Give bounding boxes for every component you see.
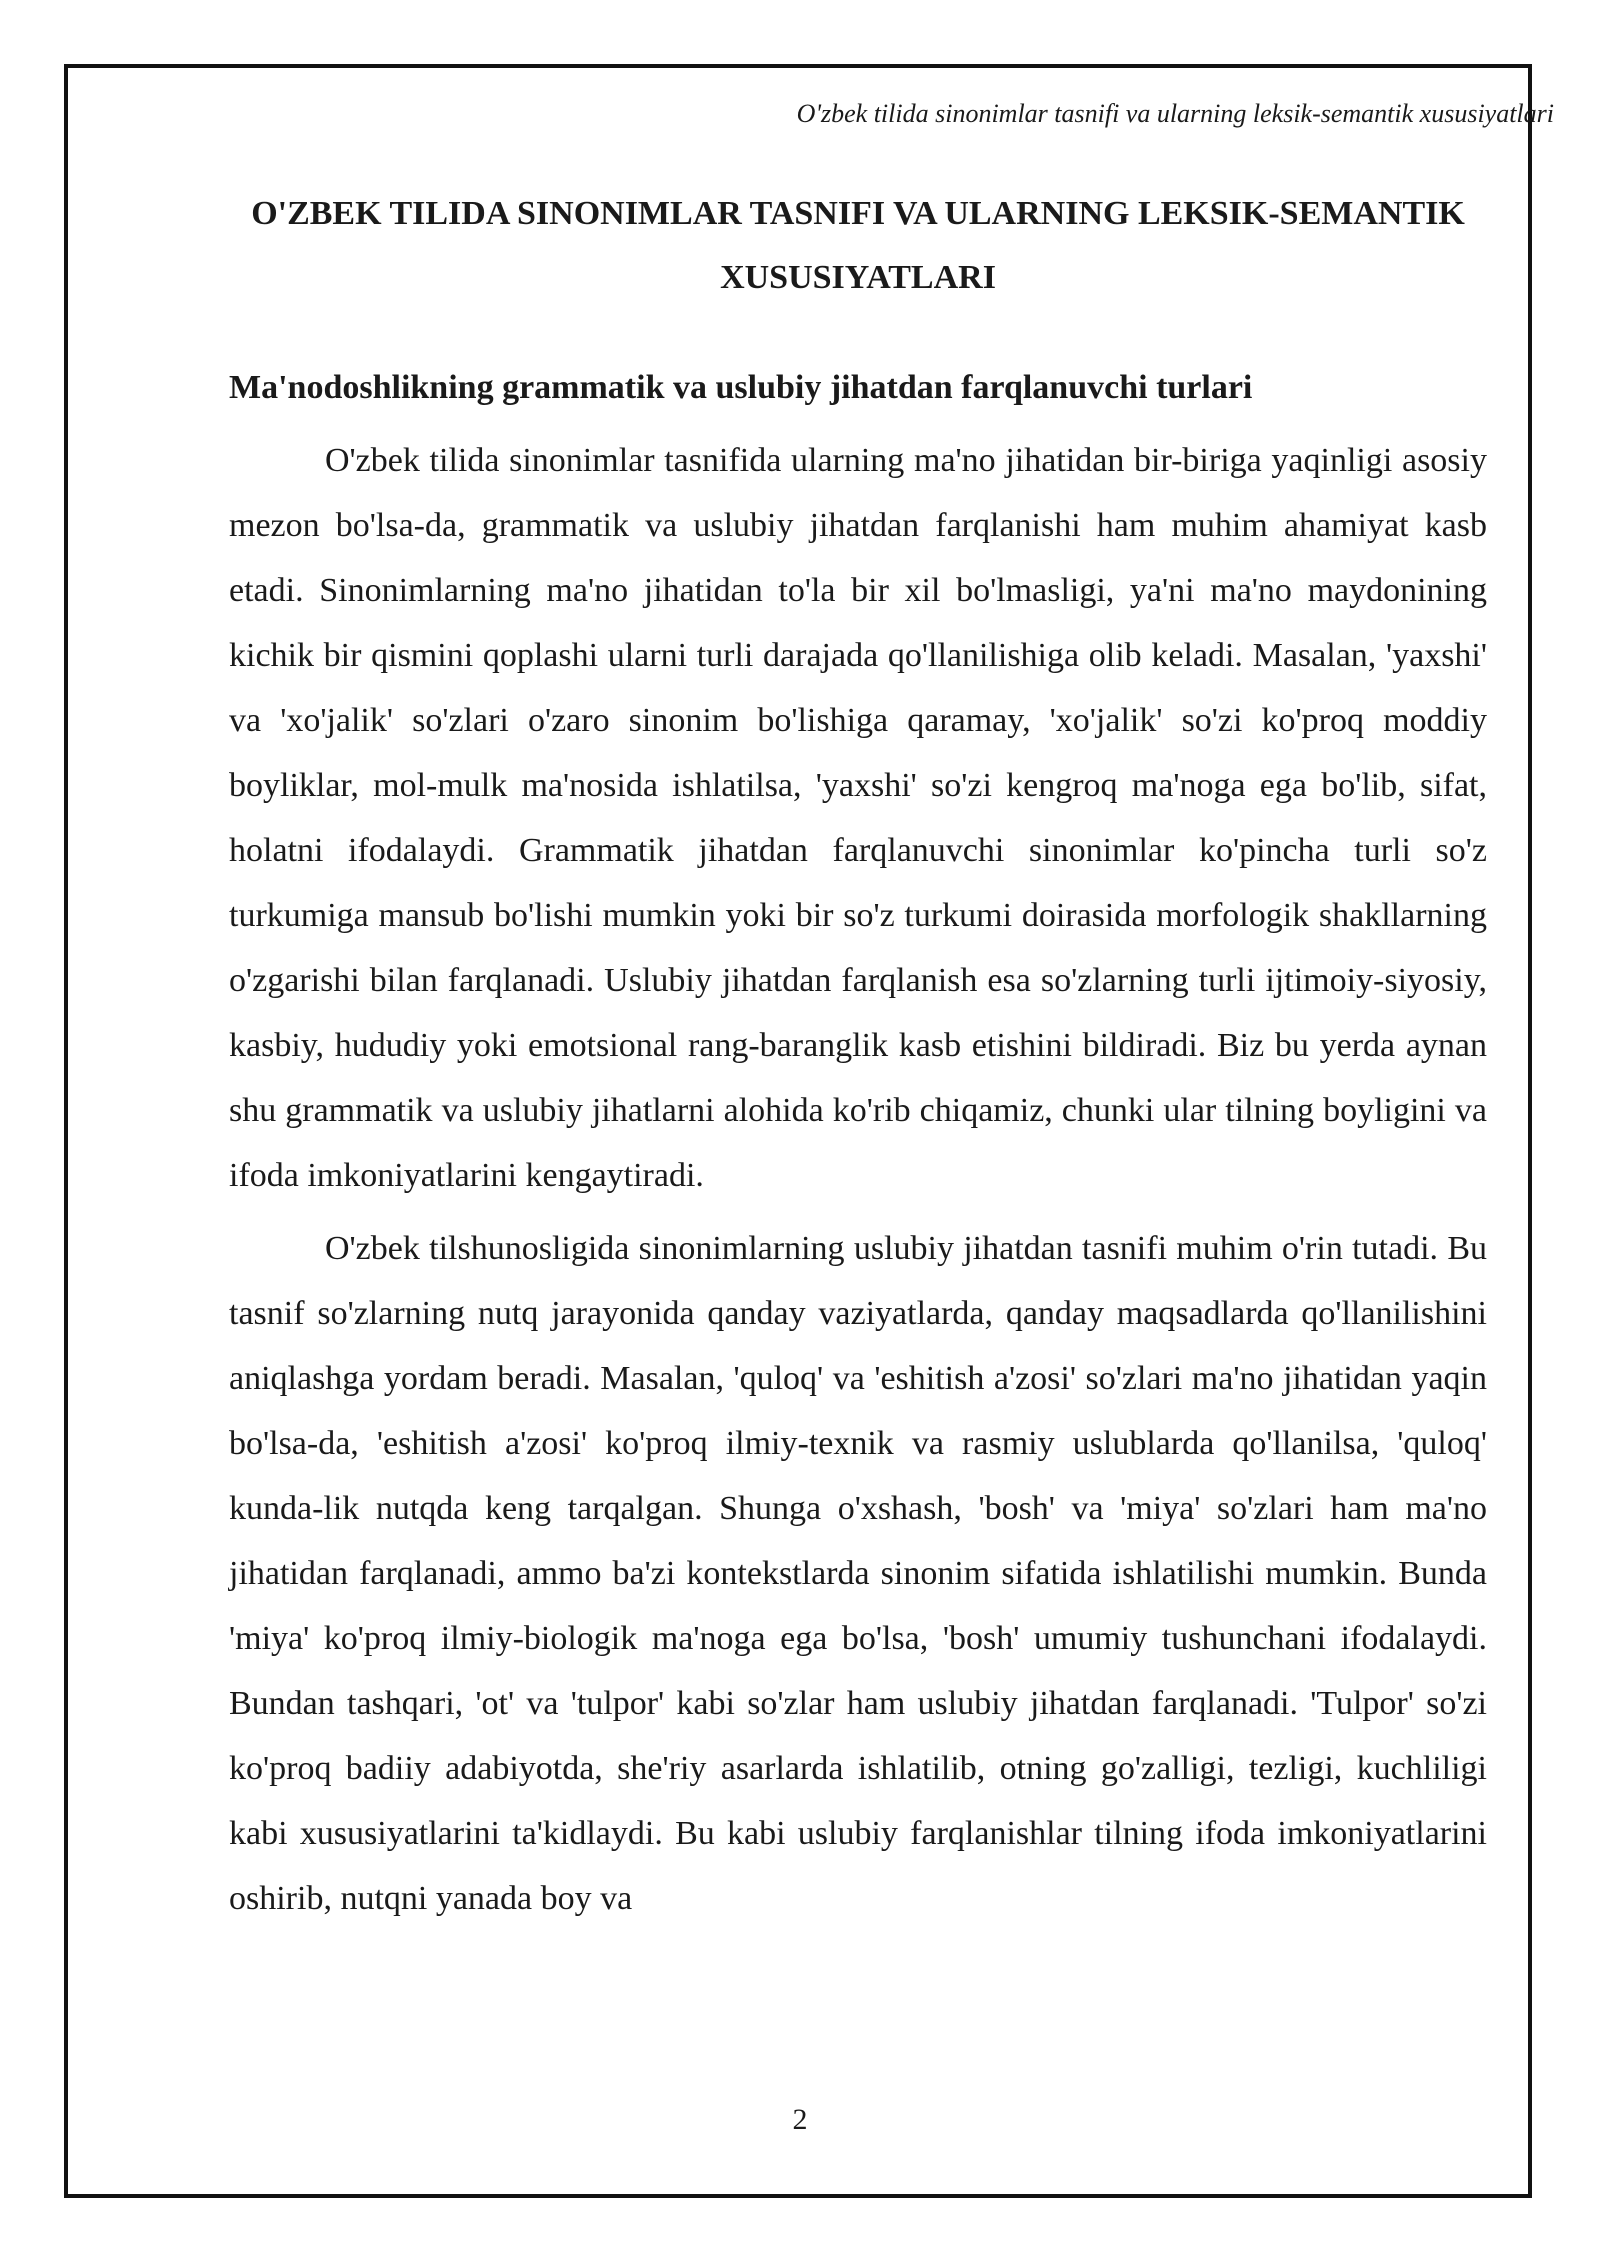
page-number: 2	[792, 2103, 808, 2136]
body-paragraph-1: O'zbek tilida sinonimlar tasnifida ularning ma'no jihatidan bir-biriga yaqinligi asosiy mezon bo'lsa-da, grammatik va uslubiy jihatdan farqlanishi ham muhim ahamiyat kasb etadi. Sinonimlarning ma'no jihatidan to'la bir xil bo'lmasligi, ya'ni ma'no maydonining kichik bir qismini qoplashi ularni turli darajada qo'llanilishiga olib keladi. Masalan, 'yaxshi' va 'xo'jalik' so'zlari o'zaro sinonim bo'lishiga qaramay, 'xo'jalik' so'zi ko'proq moddiy boyliklar, mol-mulk ma'nosida ishlatilsa, 'yaxshi' so'zi kengroq ma'noga ega bo'lib, sifat, holatni ifodalaydi. Grammatik jihatdan farqlanuvchi sinonimlar ko'pincha turli so'z turkumiga mansub bo'lishi mumkin yoki bir so'z turkumi doirasida morfologik shakllarning o'zgarishi bilan farqlanadi. Uslubiy jihatdan farqlanish esa so'zlarning turli ijtimoiy-siyosiy, kasbiy, hududiy yoki emotsional rang-baranglik kasb etishini bildiradi. Biz bu yerda aynan shu grammatik va uslubiy jihatlarni alohida ko'rib chiqamiz, chunki ular tilning boyligini va ifoda imkoniyatlarini kengaytiradi.	[229, 442, 1487, 1194]
running-header: O'zbek tilida sinonimlar tasnifi va ularning leksik-semantik xususiyatlari	[796, 99, 1554, 128]
section-heading: Ma'nodoshlikning grammatik va uslubiy jihatdan farqlanuvchi turlari	[229, 369, 1253, 406]
body-paragraph-2: O'zbek tilshunosligida sinonimlarning uslubiy jihatdan tasnifi muhim o'rin tutadi. Bu tasnif so'zlarning nutq jarayonida qanday vaziyatlarda, qanday maqsadlarda qo'llanilishini aniqlashga yordam beradi. Masalan, 'quloq' va 'eshitish a'zosi' so'zlari ma'no jihatidan yaqin bo'lsa-da, 'eshitish a'zosi' ko'proq ilmiy-texnik va rasmiy uslublarda qo'llanilsa, 'quloq' kunda-lik nutqda keng tarqalgan. Shunga o'xshash, 'bosh' va 'miya' so'zlari ham ma'no jihatidan farqlanadi, ammo ba'zi kontekstlarda sinonim sifatida ishlatilishi mumkin. Bunda 'miya' ko'proq ilmiy-biologik ma'noga ega bo'lsa, 'bosh' umumiy tushunchani ifodalaydi. Bundan tashqari, 'ot' va 'tulpor' kabi so'zlar ham uslubiy jihatdan farqlanadi. 'Tulpor' so'zi ko'proq badiiy adabiyotda, she'riy asarlarda ishlatilib, otning go'zalligi, tezligi, kuchliligi kabi xususiyatlarini ta'kidlaydi. Bu kabi uslubiy farqlanishlar tilning ifoda imkoniyatlarini oshirib, nutqni yanada boy va	[229, 1230, 1487, 1917]
document-title: O'ZBEK TILIDA SINONIMLAR TASNIFI VA ULARNING LEKSIK-SEMANTIK XUSUSIYATLARI	[251, 195, 1465, 296]
page-content	[229, 182, 1487, 1931]
